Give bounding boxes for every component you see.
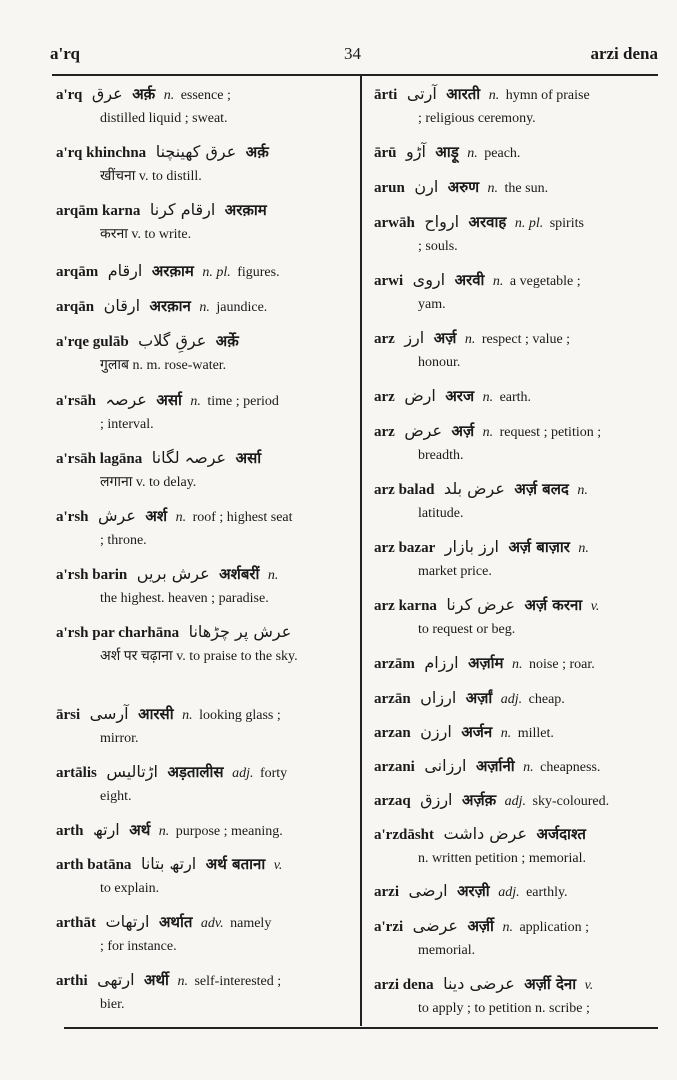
page-number: 34 [344, 44, 361, 63]
entry-hindi: अड़तालीस [167, 763, 224, 781]
entry-headword: a'rsāh [56, 393, 97, 409]
entry-urdu: ارزام [424, 653, 459, 672]
entry-urdu: عرق کھینچنا [155, 142, 237, 161]
entry-urdu: ارزانی [424, 756, 467, 775]
entry-headword: arz karna [374, 598, 437, 614]
entry-definition: looking glass ; [199, 708, 281, 723]
entry-headword: arun [374, 180, 405, 196]
entry-pos: n. [177, 974, 188, 989]
entry-pos: v. [590, 599, 600, 614]
entry-hindi: अर्सा [235, 449, 262, 467]
entry-hindi: अर्शबरीं [219, 565, 260, 583]
entry-pos: n. [512, 657, 523, 672]
entry-headword: arth batāna [56, 857, 132, 873]
dictionary-entry [56, 818, 344, 843]
entry-definition: cheap. [528, 692, 565, 707]
entry-hindi: अर्ज़ बलद [514, 480, 569, 498]
top-rule [52, 74, 658, 76]
entry-continuation: ; for instance. [100, 939, 177, 954]
entry-hindi: अर्ज़ां [465, 689, 493, 707]
dictionary-entry [56, 198, 344, 246]
dictionary-entry [56, 702, 344, 750]
entry-urdu: عرض بلد [443, 479, 505, 498]
dictionary-entry [56, 140, 344, 188]
entry-continuation: bier. [100, 997, 125, 1012]
dictionary-entry [374, 972, 660, 1020]
entry-hindi: अर्ज़क़ [461, 791, 497, 809]
guide-word-right: arzi dena [590, 44, 658, 63]
entry-continuation: the highest. heaven ; paradise. [100, 591, 269, 606]
entry-headword: arwi [374, 273, 404, 289]
dictionary-entry [374, 210, 660, 258]
entry-hindi: अरज़ी [457, 882, 490, 900]
entry-hindi: अर्ज़ी देना [524, 975, 577, 993]
entry-headword: arqān [56, 299, 95, 315]
entry-continuation: खींचना v. to distill. [100, 169, 202, 184]
entry-pos: n. [500, 726, 512, 741]
entry-pos: n. [523, 760, 534, 775]
entry-headword: arzaq [374, 793, 411, 809]
entry-definition: purpose ; meaning. [175, 824, 283, 839]
entry-continuation: distilled liquid ; sweat. [100, 111, 228, 126]
dictionary-entry [374, 686, 660, 711]
entry-pos: adj. [504, 794, 526, 809]
entry-hindi: आरती [446, 85, 481, 103]
entry-pos: n. [163, 88, 175, 103]
entry-headword: a'rsh par charhāna [56, 625, 180, 641]
entry-urdu: عرش بریں [136, 564, 210, 583]
entry-definition: spirits [549, 216, 584, 231]
entry-continuation: honour. [418, 355, 461, 370]
entry-hindi: अर्जन [461, 723, 493, 741]
dictionary-entry [56, 760, 344, 808]
entry-hindi: अरक़ान [149, 297, 191, 315]
entry-pos: n. [199, 300, 210, 315]
entry-hindi: अर्ज़ाम [468, 654, 504, 672]
entry-continuation: लगाना v. to delay. [100, 475, 197, 490]
entry-headword: arzān [374, 691, 411, 707]
dictionary-entry [374, 788, 660, 813]
entry-pos: n. pl. [514, 216, 544, 231]
entry-urdu: اروی [412, 270, 446, 289]
dictionary-entry [56, 388, 344, 436]
entry-urdu: عرضی دینا [443, 974, 515, 993]
entry-urdu: عرش [98, 506, 136, 525]
guide-word-left: a'rq [50, 44, 80, 63]
dictionary-entry [56, 620, 344, 668]
entry-hindi: अर्ज़ानी [475, 757, 515, 775]
entry-hindi: अर्ज़ी [467, 917, 494, 935]
entry-pos: adv. [200, 916, 224, 931]
dictionary-entry [374, 175, 660, 200]
entry-definition: time ; period [207, 394, 279, 409]
entry-urdu: عرصہ [105, 390, 147, 409]
entry-hindi: अर्ज़ [433, 329, 457, 347]
entry-urdu: ارضی [408, 881, 448, 900]
dictionary-entry [374, 879, 660, 904]
entry-hindi: अर्क़ [245, 143, 269, 161]
entry-hindi: अर्थ [129, 821, 151, 839]
entry-urdu: عرض [404, 421, 443, 440]
dictionary-entry [374, 593, 660, 641]
entry-hindi: अरुण [447, 178, 480, 196]
entry-pos: adj. [232, 766, 254, 781]
dictionary-entry [374, 754, 660, 779]
entry-pos: n. [182, 708, 193, 723]
entry-pos: v. [273, 858, 283, 873]
entry-urdu: عرش پر چڑھانا [188, 622, 292, 641]
entry-hindi: अर्जदाश्त [536, 825, 586, 843]
entry-headword: a'rsh barin [56, 567, 128, 583]
entry-urdu: اڑتالیس [106, 762, 158, 781]
entry-definition: hymn of praise [505, 88, 590, 103]
entry-definition: millet. [517, 726, 554, 741]
dictionary-entry [374, 140, 660, 165]
entry-pos: n. [577, 483, 588, 498]
entry-continuation: to explain. [100, 881, 160, 896]
entry-urdu: آرسی [89, 704, 129, 723]
entry-definition: noise ; roar. [529, 657, 595, 672]
entry-definition: application ; [519, 920, 590, 935]
entry-urdu: ارزاں [420, 688, 457, 707]
entry-headword: arzām [374, 656, 415, 672]
entry-pos: n. [487, 181, 499, 196]
entry-hindi: अर्ज़ करना [524, 596, 583, 614]
entry-headword: a'rq khinchna [56, 145, 147, 161]
entry-urdu: عرض کرنا [446, 595, 515, 614]
entry-urdu: ارز [404, 328, 425, 347]
entry-hindi: अर्थ बताना [205, 855, 266, 873]
entry-headword: arz balad [374, 482, 435, 498]
entry-hindi: अर्क़ [132, 85, 156, 103]
entry-hindi: अर्क़े [215, 332, 239, 350]
entry-pos: v. [584, 978, 594, 993]
entry-headword: arz bazar [374, 540, 436, 556]
entry-definition: figures. [237, 265, 280, 280]
entry-continuation: memorial. [418, 943, 476, 958]
entry-headword: arthāt [56, 915, 96, 931]
entry-hindi: अरवाह [468, 213, 507, 231]
entry-urdu: ارواح [424, 212, 460, 231]
entry-headword: arz [374, 389, 395, 405]
entry-urdu: ارزن [420, 722, 452, 741]
entry-hindi: अर्श [145, 507, 168, 525]
entry-definition: namely [230, 916, 272, 931]
dictionary-entry [56, 504, 344, 552]
dictionary-entry [56, 329, 344, 377]
entry-definition: jaundice. [216, 300, 268, 315]
entry-hindi: अरवी [454, 271, 485, 289]
entry-urdu: آرتی [406, 84, 437, 103]
entry-headword: arzi [374, 884, 399, 900]
dictionary-entry [374, 651, 660, 676]
entry-continuation: latitude. [418, 506, 464, 521]
entry-continuation: yam. [418, 297, 446, 312]
entry-headword: a'rsh [56, 509, 89, 525]
entry-urdu: ارن [414, 177, 439, 196]
entry-pos: n. [482, 390, 494, 405]
entry-urdu: عرق [91, 84, 123, 103]
dictionary-entry [56, 852, 344, 900]
dictionary-entry [374, 914, 660, 962]
entry-urdu: ارتھات [105, 912, 150, 931]
entry-definition: essence ; [180, 88, 231, 103]
dictionary-entry [374, 268, 660, 316]
entry-headword: a'rzi [374, 919, 404, 935]
entry-headword: arthi [56, 973, 88, 989]
entry-headword: a'rq [56, 87, 83, 103]
entry-continuation: ; religious ceremony. [418, 111, 536, 126]
entry-pos: n. [492, 274, 504, 289]
entry-headword: arz [374, 331, 395, 347]
dictionary-entry [56, 446, 344, 494]
entry-definition: roof ; highest seat [192, 510, 293, 525]
entry-continuation: गुलाब n. m. rose-water. [100, 358, 227, 373]
entry-hindi: आड़ू [435, 143, 459, 161]
dictionary-entry [374, 419, 660, 467]
entry-pos: n. [482, 425, 494, 440]
entry-urdu: ارقان [103, 296, 141, 315]
entry-headword: arzan [374, 725, 411, 741]
entry-continuation: अर्श पर चढ़ाना v. to praise to the sky. [100, 649, 298, 664]
entry-hindi: अर्थी [144, 971, 169, 989]
entry-definition: earthly. [526, 885, 568, 900]
dictionary-entry [56, 562, 344, 610]
entry-continuation: n. written petition ; memorial. [418, 851, 586, 866]
entry-urdu: ارقام [107, 261, 143, 280]
dictionary-entry [56, 259, 344, 284]
entry-pos: adj. [498, 885, 520, 900]
entry-urdu: ارزق [420, 790, 453, 809]
entry-pos: n. [158, 824, 170, 839]
entry-headword: a'rsāh lagāna [56, 451, 143, 467]
entry-hindi: अरज [445, 387, 475, 405]
dictionary-entry [374, 82, 660, 130]
entry-hindi: अर्ज़ [451, 422, 475, 440]
entry-urdu: ارقام کرنا [149, 200, 216, 219]
entry-hindi: अर्सा [156, 391, 182, 409]
entry-pos: n. [488, 88, 500, 103]
entry-urdu: ارز بازار [444, 537, 499, 556]
entry-continuation: eight. [100, 789, 132, 804]
dictionary-entry [56, 910, 344, 958]
entry-definition: request ; petition ; [499, 425, 602, 440]
dictionary-entry [374, 535, 660, 583]
entry-pos: n. pl. [202, 265, 231, 280]
entry-pos: n. [502, 920, 513, 935]
entry-headword: ārū [374, 145, 397, 161]
dictionary-entry [56, 82, 344, 130]
entry-pos: n. [175, 510, 187, 525]
entry-continuation: ; souls. [418, 239, 458, 254]
entry-hindi: आरसी [138, 705, 174, 723]
entry-urdu: آڑو [406, 142, 426, 161]
entry-headword: arqām karna [56, 203, 141, 219]
entry-pos: adj. [500, 692, 523, 707]
entry-headword: arzi dena [374, 977, 434, 993]
entry-headword: arz [374, 424, 395, 440]
entry-headword: arwāh [374, 215, 415, 231]
running-head [50, 44, 658, 70]
entry-pos: n. [467, 146, 478, 161]
entry-pos: n. [190, 394, 201, 409]
dictionary-entry [374, 477, 660, 525]
dictionary-entry [374, 822, 660, 870]
entry-headword: a'rqe gulāb [56, 334, 129, 350]
entry-continuation: market price. [418, 564, 492, 579]
entry-pos: n. [267, 568, 279, 583]
entry-pos: n. [578, 541, 589, 556]
entry-urdu: ارتھی [97, 970, 135, 989]
entry-headword: a'rzdāsht [374, 827, 434, 843]
entry-headword: ārsi [56, 707, 81, 723]
entry-continuation: breadth. [418, 448, 464, 463]
entry-urdu: ارض [404, 386, 436, 405]
bottom-rule [64, 1027, 658, 1029]
entry-urdu: عرضی [412, 916, 458, 935]
entry-pos: n. [464, 332, 476, 347]
dictionary-entry [374, 384, 660, 409]
entry-definition: forty [259, 766, 288, 781]
entry-urdu: عرض داشت [443, 824, 527, 843]
entry-urdu: ارتھ [93, 820, 120, 839]
entry-hindi: अर्थात [158, 913, 193, 931]
entry-continuation: ; interval. [100, 417, 154, 432]
entry-continuation: ; throne. [100, 533, 147, 548]
entry-headword: arth [56, 823, 84, 839]
dictionary-entry [56, 294, 344, 319]
entry-headword: arzani [374, 759, 415, 775]
entry-headword: arqām [56, 264, 99, 280]
entry-urdu: ارتھ بتانا [140, 854, 197, 873]
entry-definition: peach. [484, 146, 521, 161]
entry-definition: earth. [499, 390, 532, 405]
entry-continuation: to request or beg. [418, 622, 516, 637]
column-divider [360, 76, 362, 1026]
entry-definition: the sun. [504, 181, 549, 196]
entry-continuation: mirror. [100, 731, 139, 746]
entry-hindi: अर्ज़ बाज़ार [508, 538, 570, 556]
entry-definition: a vegetable ; [509, 274, 581, 289]
entry-definition: cheapness. [540, 760, 601, 775]
entry-headword: artālis [56, 765, 97, 781]
dictionary-entry [56, 968, 344, 1016]
entry-definition: respect ; value ; [481, 332, 571, 347]
dictionary-entry [374, 720, 660, 745]
entry-hindi: अरक़ाम [224, 201, 267, 219]
entry-urdu: عرصہ لگانا [151, 448, 227, 467]
entry-continuation: करना v. to write. [100, 227, 192, 242]
entry-headword: ārti [374, 87, 398, 103]
entry-hindi: अरक़ाम [151, 262, 194, 280]
entry-continuation: to apply ; to petition n. scribe ; [418, 1001, 590, 1016]
entry-definition: sky-coloured. [532, 794, 610, 809]
dictionary-entry [374, 326, 660, 374]
entry-urdu: عرقِ گلاب [138, 331, 207, 350]
entry-definition: self-interested ; [194, 974, 282, 989]
